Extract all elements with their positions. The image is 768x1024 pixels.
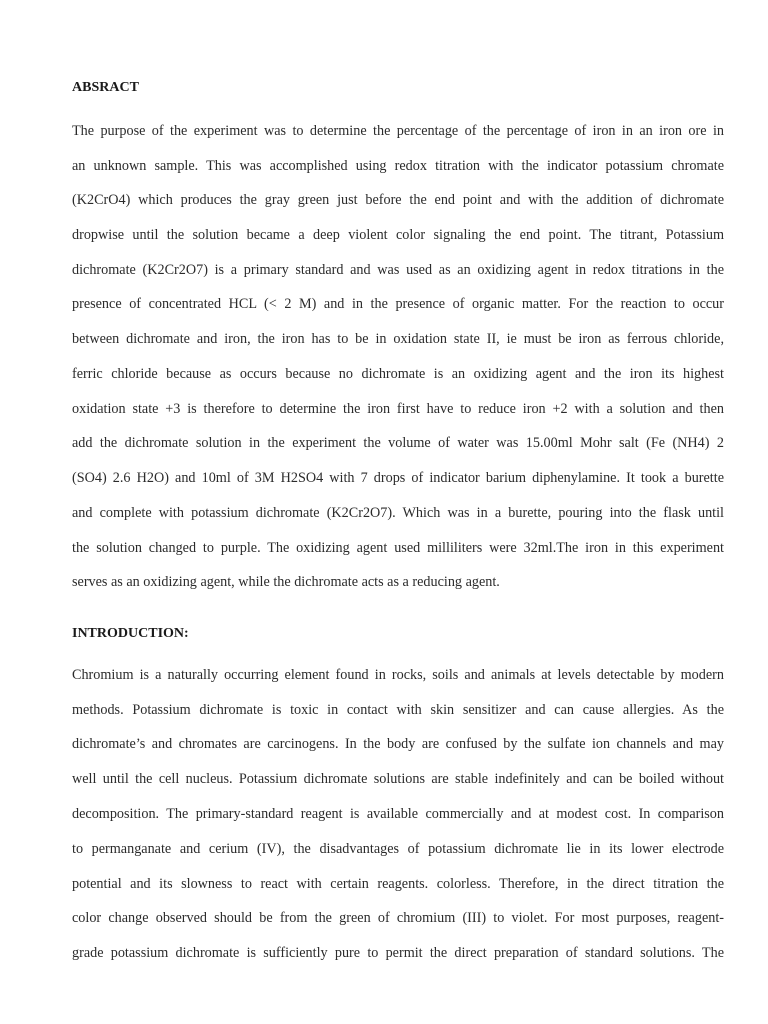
- introduction-line: potential and its slowness to react with certain reagents. colorless. Therefore, in the direct titration the: [72, 876, 724, 892]
- abstract-line: between dichromate and iron, the iron has to be in oxidation state II, ie must be iron as ferrous chloride,: [72, 331, 724, 347]
- introduction-line: grade potassium dichromate is sufficiently pure to permit the direct preparation of standard solutions. The: [72, 945, 724, 961]
- introduction-line: color change observed should be from the green of chromium (III) to violet. For most purposes, reagent-: [72, 910, 724, 926]
- abstract-line: an unknown sample. This was accomplished using redox titration with the indicator potassium chromate: [72, 158, 724, 174]
- introduction-line: Chromium is a naturally occurring element found in rocks, soils and animals at levels detectable by modern: [72, 667, 724, 683]
- introduction-heading: INTRODUCTION:: [72, 626, 189, 641]
- introduction-line: well until the cell nucleus. Potassium dichromate solutions are stable indefinitely and can be boiled without: [72, 771, 724, 787]
- abstract-line: the solution changed to purple. The oxidizing agent used milliliters were 32ml.The iron in this experiment: [72, 540, 724, 556]
- abstract-line: add the dichromate solution in the experiment the volume of water was 15.00ml Mohr salt (Fe (NH4) 2: [72, 435, 724, 451]
- abstract-line: ferric chloride because as occurs because no dichromate is an oxidizing agent and the iron its highest: [72, 366, 724, 382]
- abstract-line: serves as an oxidizing agent, while the dichromate acts as a reducing agent.: [72, 574, 500, 590]
- abstract-line: (K2CrO4) which produces the gray green just before the end point and with the addition of dichromate: [72, 192, 724, 208]
- abstract-line: oxidation state +3 is therefore to determine the iron first have to reduce iron +2 with a solution and then: [72, 401, 724, 417]
- abstract-line: The purpose of the experiment was to determine the percentage of the percentage of iron in an iron ore in: [72, 123, 724, 139]
- abstract-line: dichromate (K2Cr2O7) is a primary standard and was used as an oxidizing agent in redox titrations in the: [72, 262, 724, 278]
- introduction-line: decomposition. The primary-standard reagent is available commercially and at modest cost. In comparison: [72, 806, 724, 822]
- abstract-line: (SO4) 2.6 H2O) and 10ml of 3M H2SO4 with 7 drops of indicator barium diphenylamine. It took a burette: [72, 470, 724, 486]
- introduction-line: dichromate’s and chromates are carcinogens. In the body are confused by the sulfate ion channels and may: [72, 736, 724, 752]
- abstract-heading: ABSRACT: [72, 80, 139, 95]
- introduction-line: methods. Potassium dichromate is toxic in contact with skin sensitizer and can cause allergies. As the: [72, 702, 724, 718]
- introduction-line: to permanganate and cerium (IV), the disadvantages of potassium dichromate lie in its lower electrode: [72, 841, 724, 857]
- abstract-line: and complete with potassium dichromate (K2Cr2O7). Which was in a burette, pouring into the flask until: [72, 505, 724, 521]
- abstract-line: dropwise until the solution became a deep violent color signaling the end point. The titrant, Potassium: [72, 227, 724, 243]
- abstract-line: presence of concentrated HCL (< 2 M) and in the presence of organic matter. For the reaction to occur: [72, 296, 724, 312]
